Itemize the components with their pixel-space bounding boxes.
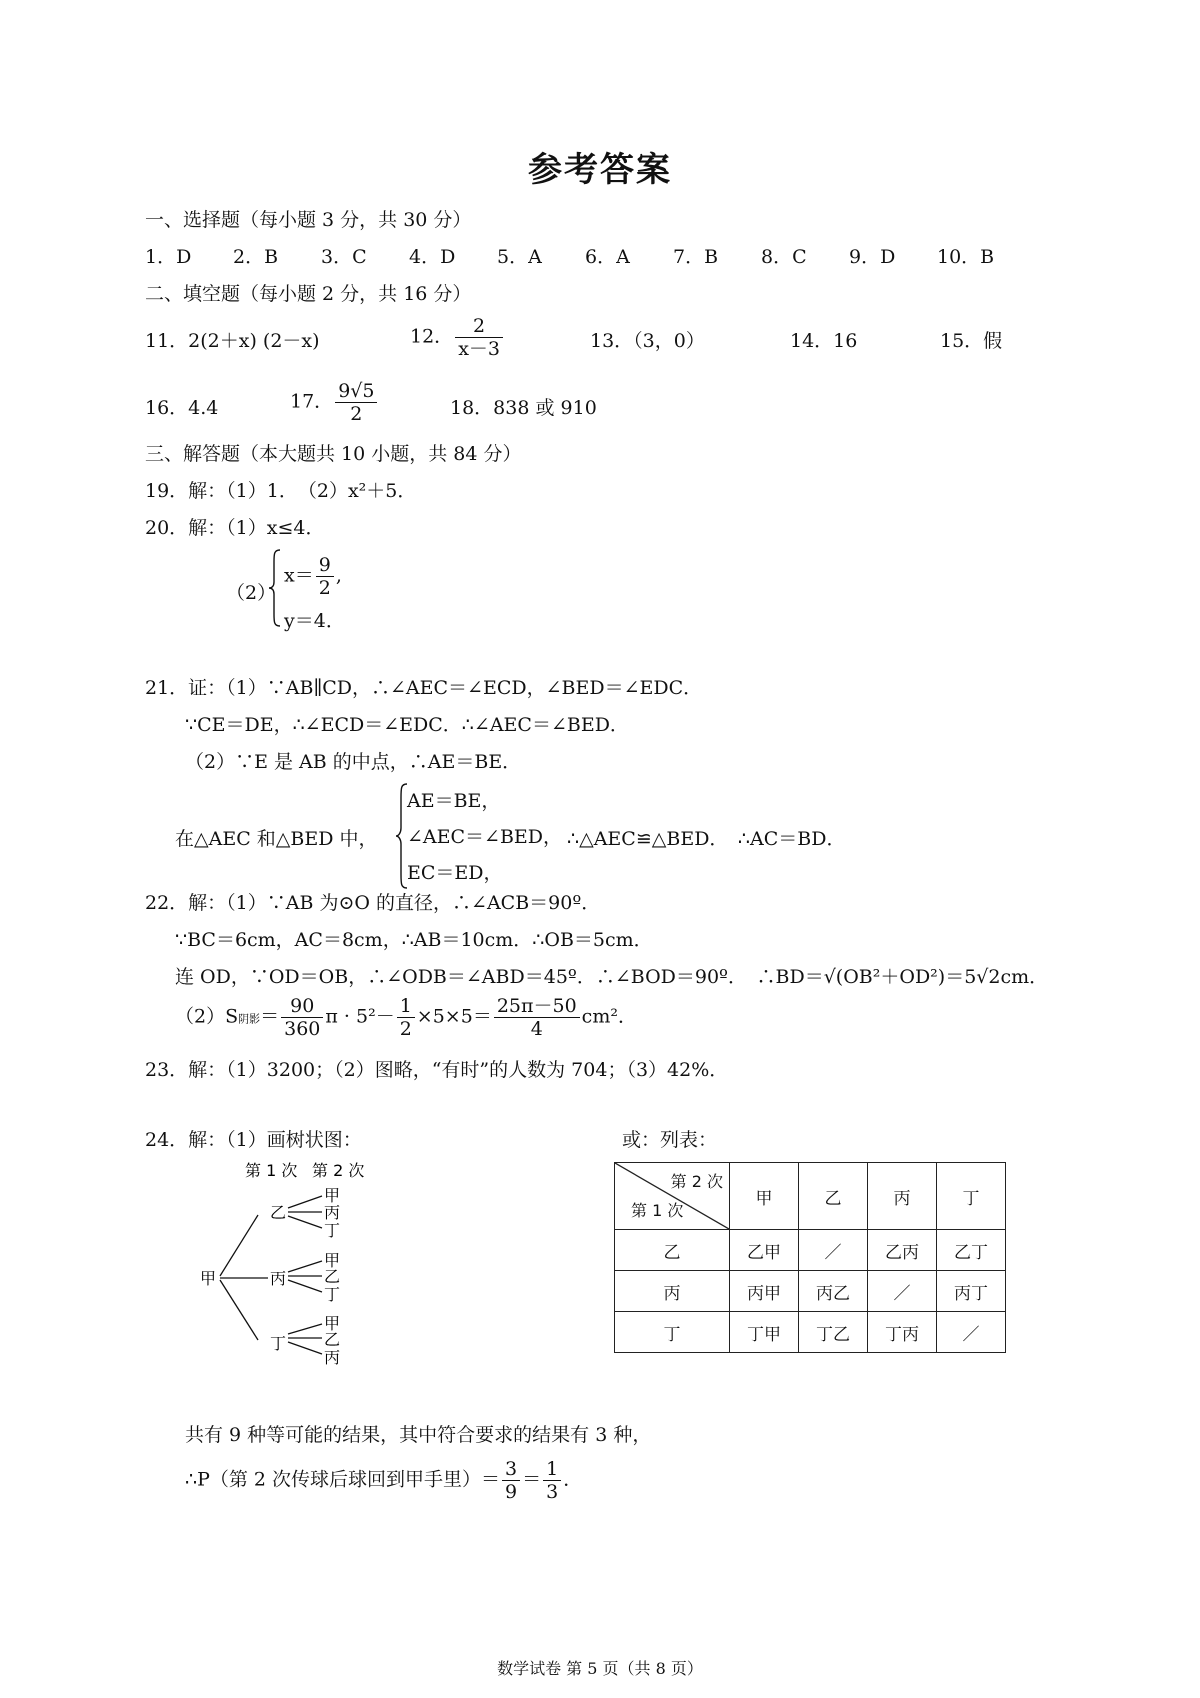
fraction [494, 995, 580, 1040]
section1-header: 一、选择题（每小题 3 分，共 30 分） [145, 209, 472, 231]
answer-13: 13．（3，0） [590, 330, 705, 352]
outcome-table [614, 1162, 1006, 1353]
fraction [335, 380, 377, 425]
denominator: 2 [399, 1018, 412, 1040]
tree-node-2: 丙 [270, 1269, 287, 1288]
fraction [502, 1458, 520, 1503]
tree-root: 甲 [200, 1269, 217, 1288]
table-cell: ／ [868, 1271, 937, 1312]
answer-14: 14．16 [790, 330, 858, 352]
q22-l4-unit: cm²． [581, 1005, 637, 1028]
tree-leaf-2-1: 甲 [324, 1251, 341, 1270]
table-col-header: 丙 [868, 1163, 937, 1230]
table-row [615, 1230, 1006, 1271]
answer-6: 6．A [585, 246, 630, 268]
choice-answers [145, 244, 1025, 270]
tree-head-2: 第 2 次 [312, 1161, 365, 1180]
table-cell: 丁丙 [868, 1312, 937, 1353]
corner-top-label: 第 2 次 [670, 1172, 723, 1191]
tree-node-3: 丁 [270, 1334, 287, 1353]
table-cell: 丙丁 [937, 1271, 1006, 1312]
tree-leaf-3-3: 丙 [324, 1348, 341, 1367]
tree-leaf-2-3: 丁 [324, 1285, 341, 1304]
section2-header: 二、填空题（每小题 2 分，共 16 分） [145, 283, 472, 305]
table-cell: 乙丁 [937, 1230, 1006, 1271]
answer-12 [410, 315, 505, 360]
answer-15: 15．假 [940, 330, 1003, 352]
tree-leaf-1-3: 丁 [324, 1221, 341, 1240]
tree-diagram [190, 1158, 390, 1380]
table-cell: 乙丙 [868, 1230, 937, 1271]
sys-row-2: ∠AEC＝∠BED， [407, 826, 563, 848]
answer-3: 3．C [321, 246, 367, 268]
eq-x: x＝ $\frac{9}{2}$ , [284, 554, 342, 599]
answer-18: 18．838 或 910 [450, 397, 597, 419]
sys-row-1: AE＝BE， [407, 790, 501, 812]
answer-23: 23．解：（1）3200；（2）图略，“有时”的人数为 704；（3）42%． [145, 1059, 729, 1081]
numerator: 9√5 [335, 380, 377, 403]
numerator: 90 [281, 995, 323, 1018]
corner-bottom-label: 第 1 次 [631, 1201, 684, 1220]
eq-x-lhs: x＝ [284, 564, 314, 587]
answer-1: 1．D [145, 246, 192, 268]
q24-line1: 24．解：（1）画树状图： [145, 1129, 362, 1151]
tree-leaf-1-1: 甲 [324, 1186, 341, 1205]
q22-line2: ∵BC＝6cm，AC＝8cm，∴AB＝10cm．∴OB＝5cm． [175, 929, 653, 951]
tree-leaf-3-2: 乙 [324, 1330, 341, 1349]
q22-l4-mid2: ×5×5＝ [416, 1005, 492, 1028]
table-cell: 丙甲 [730, 1271, 799, 1312]
answer-11: 11．2(2＋x) (2－x) [145, 330, 320, 352]
q22-line1: 22．解：（1）∵AB 为⊙O 的直径，∴∠ACB＝90º． [145, 892, 601, 914]
fraction [316, 554, 334, 599]
eq-y: y＝4． [284, 610, 345, 632]
denominator: 2 [350, 403, 363, 425]
answer-17 [290, 380, 379, 425]
answer-20-part1: 20．解：（1）x≤4． [145, 517, 325, 539]
q21-line4 [175, 782, 935, 890]
answer-20-part2-label: （2） [226, 582, 277, 604]
q22-l4-mid: π · 5²－ [325, 1005, 395, 1028]
table-corner-cell [615, 1163, 730, 1230]
q22-l4-eq: ＝ [260, 1005, 280, 1028]
table-col-header: 乙 [799, 1163, 868, 1230]
table-row [615, 1312, 1006, 1353]
table-cell: 丙乙 [799, 1271, 868, 1312]
tree-leaf-3-1: 甲 [324, 1314, 341, 1333]
table-row-header: 丙 [615, 1271, 730, 1312]
tree-leaf-2-2: 乙 [324, 1267, 341, 1286]
page-title: 参考答案 [528, 150, 672, 190]
answer-19: 19．解：（1）1． （2）x²＋5． [145, 480, 417, 502]
denominator: 9 [505, 1481, 518, 1503]
fraction [543, 1458, 561, 1503]
numerator: 2 [455, 315, 503, 338]
section3-header: 三、解答题（本大题共 10 小题，共 84 分） [145, 443, 522, 465]
numerator: 1 [397, 995, 415, 1018]
table-header-row [615, 1163, 1006, 1230]
answer-7: 7．B [673, 246, 719, 268]
tree-head-1: 第 1 次 [245, 1161, 298, 1180]
table-cell: 丁甲 [730, 1312, 799, 1353]
table-cell: 丁乙 [799, 1312, 868, 1353]
q24-c2-eq: ＝ [522, 1468, 542, 1491]
tree-node-1: 乙 [270, 1203, 287, 1222]
q21-line3: （2）∵E 是 AB 的中点，∴AE＝BE． [185, 751, 522, 773]
denominator: 360 [284, 1018, 321, 1040]
denominator: x－3 [458, 338, 500, 360]
table-cell: ／ [799, 1230, 868, 1271]
numerator: 9 [316, 554, 334, 577]
numerator: 3 [502, 1458, 520, 1481]
sys-row-3: EC＝ED， [407, 862, 503, 884]
answer-4: 4．D [409, 246, 456, 268]
answer-9: 9．D [849, 246, 896, 268]
numerator: 1 [543, 1458, 561, 1481]
fraction [281, 995, 323, 1040]
fraction [397, 995, 415, 1040]
answer-12-label: 12． [410, 325, 454, 348]
table-row-header: 丁 [615, 1312, 730, 1353]
denominator: 2 [318, 577, 331, 599]
q24-conclusion-1: 共有 9 种等可能的结果，其中符合要求的结果有 3 种， [185, 1424, 652, 1446]
table-row-header: 乙 [615, 1230, 730, 1271]
q21-line4-post: ∴△AEC≌△BED． ∴AC＝BD． [567, 828, 846, 850]
answer-5: 5．A [497, 246, 542, 268]
denominator: 3 [546, 1481, 559, 1503]
q24-conclusion-2 [185, 1458, 582, 1503]
table-cell: ／ [937, 1312, 1006, 1353]
table-col-header: 甲 [730, 1163, 799, 1230]
q22-l4-pre: （2）S [175, 1005, 239, 1028]
q24-c2-pre: ∴P（第 2 次传球后球回到甲手里）＝ [185, 1468, 501, 1491]
table-cell: 乙甲 [730, 1230, 799, 1271]
tree-leaf-1-2: 丙 [324, 1203, 341, 1222]
q21-line2: ∵CE＝DE，∴∠ECD＝∠EDC．∴∠AEC＝∠BED． [185, 714, 629, 736]
q21-line4-pre: 在△AEC 和△BED 中， [175, 828, 378, 850]
q24-c2-end: ． [563, 1468, 583, 1491]
answer-16: 16．4.4 [145, 397, 219, 419]
table-row [615, 1271, 1006, 1312]
answer-17-label: 17． [290, 390, 334, 413]
fraction [455, 315, 503, 360]
left-brace-icon [268, 548, 282, 628]
page-footer: 数学试卷 第 5 页（共 8 页） [497, 1659, 703, 1678]
answer-2: 2．B [233, 246, 279, 268]
numerator: 25π－50 [494, 995, 580, 1018]
q21-line1: 21．证：（1）∵AB∥CD，∴∠AEC＝∠ECD，∠BED＝∠EDC． [145, 677, 703, 699]
table-col-header: 丁 [937, 1163, 1006, 1230]
q22-line3: 连 OD，∵OD＝OB，∴∠ODB＝∠ABD＝45º．∴∠BOD＝90º． ∴BD＝√(OB²＋OD²)＝5√2cm． [175, 966, 1049, 988]
q22-line4 [175, 995, 637, 1040]
answer-10: 10．B [937, 246, 995, 268]
denominator: 4 [530, 1018, 543, 1040]
q22-l4-sub: 阴影 [238, 1012, 261, 1026]
answer-8: 8．C [761, 246, 807, 268]
q24-or-table: 或：列表： [622, 1129, 718, 1151]
